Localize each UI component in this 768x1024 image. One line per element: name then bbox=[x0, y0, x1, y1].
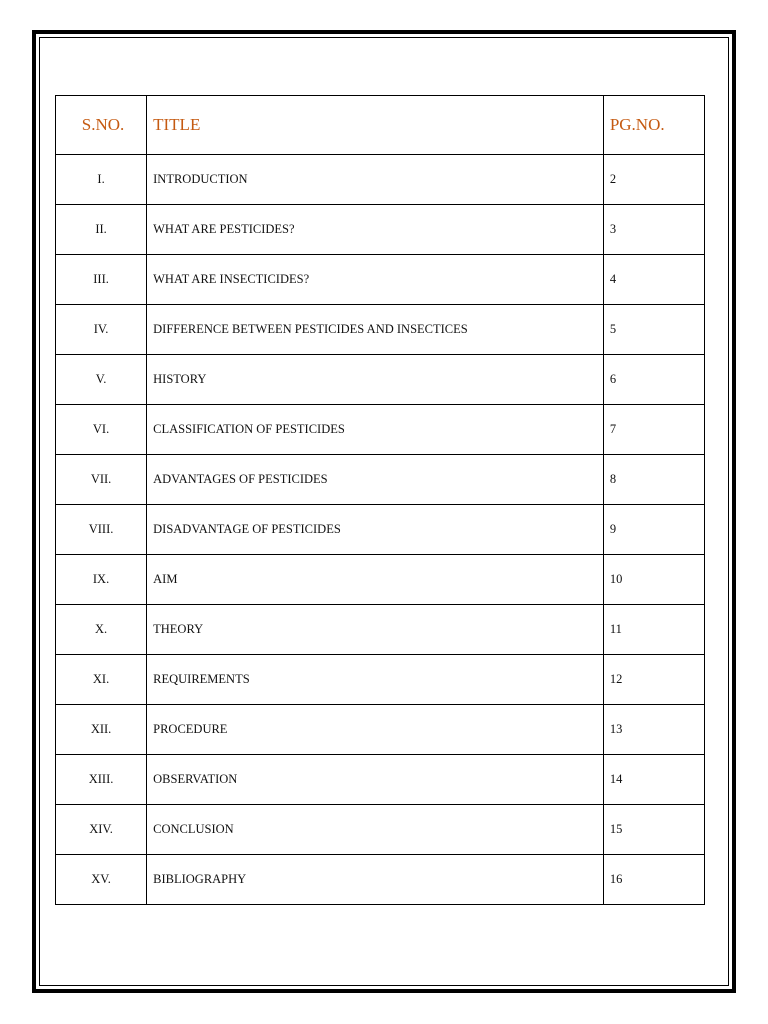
entry-title: AIM bbox=[147, 555, 604, 605]
table-row bbox=[56, 755, 705, 805]
entry-sno: V. bbox=[56, 355, 147, 405]
entry-title: OBSERVATION bbox=[147, 755, 604, 805]
entry-sno: VI. bbox=[56, 405, 147, 455]
entry-sno: VII. bbox=[56, 455, 147, 505]
entry-title: CLASSIFICATION OF PESTICIDES bbox=[147, 405, 604, 455]
table-row bbox=[56, 855, 705, 905]
entry-page-number: 12 bbox=[603, 655, 704, 705]
entry-page-number: 2 bbox=[603, 155, 704, 205]
entry-title: INTRODUCTION bbox=[147, 155, 604, 205]
entry-sno: XV. bbox=[56, 855, 147, 905]
entry-title: BIBLIOGRAPHY bbox=[147, 855, 604, 905]
table-row bbox=[56, 555, 705, 605]
entry-title: THEORY bbox=[147, 605, 604, 655]
entry-title: REQUIREMENTS bbox=[147, 655, 604, 705]
table-row bbox=[56, 655, 705, 705]
entry-title: WHAT ARE INSECTICIDES? bbox=[147, 255, 604, 305]
entry-sno: XI. bbox=[56, 655, 147, 705]
entry-sno: IV. bbox=[56, 305, 147, 355]
entry-title: HISTORY bbox=[147, 355, 604, 405]
entry-sno: I. bbox=[56, 155, 147, 205]
entry-page-number: 15 bbox=[603, 805, 704, 855]
entry-sno: XII. bbox=[56, 705, 147, 755]
entry-page-number: 11 bbox=[603, 605, 704, 655]
entry-page-number: 3 bbox=[603, 205, 704, 255]
entry-page-number: 16 bbox=[603, 855, 704, 905]
table-row bbox=[56, 455, 705, 505]
entry-title: DIFFERENCE BETWEEN PESTICIDES AND INSECTICES bbox=[147, 305, 604, 355]
entry-sno: X. bbox=[56, 605, 147, 655]
entry-sno: VIII. bbox=[56, 505, 147, 555]
entry-page-number: 4 bbox=[603, 255, 704, 305]
entry-page-number: 7 bbox=[603, 405, 704, 455]
table-row bbox=[56, 355, 705, 405]
entry-sno: III. bbox=[56, 255, 147, 305]
entry-page-number: 5 bbox=[603, 305, 704, 355]
entry-title: PROCEDURE bbox=[147, 705, 604, 755]
entry-sno: XIV. bbox=[56, 805, 147, 855]
header-title: TITLE bbox=[147, 96, 604, 155]
entry-title: DISADVANTAGE OF PESTICIDES bbox=[147, 505, 604, 555]
table-row bbox=[56, 505, 705, 555]
table-row bbox=[56, 405, 705, 455]
entry-title: CONCLUSION bbox=[147, 805, 604, 855]
header-page-number: PG.NO. bbox=[603, 96, 704, 155]
table-row bbox=[56, 155, 705, 205]
entry-title: WHAT ARE PESTICIDES? bbox=[147, 205, 604, 255]
header-sno: S.NO. bbox=[56, 96, 147, 155]
entry-page-number: 9 bbox=[603, 505, 704, 555]
toc-body bbox=[56, 96, 705, 905]
entry-page-number: 13 bbox=[603, 705, 704, 755]
table-row bbox=[56, 805, 705, 855]
toc-header-row bbox=[56, 96, 705, 155]
entry-page-number: 10 bbox=[603, 555, 704, 605]
entry-page-number: 8 bbox=[603, 455, 704, 505]
table-row bbox=[56, 705, 705, 755]
table-row bbox=[56, 205, 705, 255]
table-row bbox=[56, 305, 705, 355]
entry-sno: IX. bbox=[56, 555, 147, 605]
table-row bbox=[56, 255, 705, 305]
table-of-contents bbox=[55, 95, 705, 905]
entry-page-number: 6 bbox=[603, 355, 704, 405]
entry-sno: XIII. bbox=[56, 755, 147, 805]
entry-page-number: 14 bbox=[603, 755, 704, 805]
entry-title: ADVANTAGES OF PESTICIDES bbox=[147, 455, 604, 505]
table-row bbox=[56, 605, 705, 655]
entry-sno: II. bbox=[56, 205, 147, 255]
